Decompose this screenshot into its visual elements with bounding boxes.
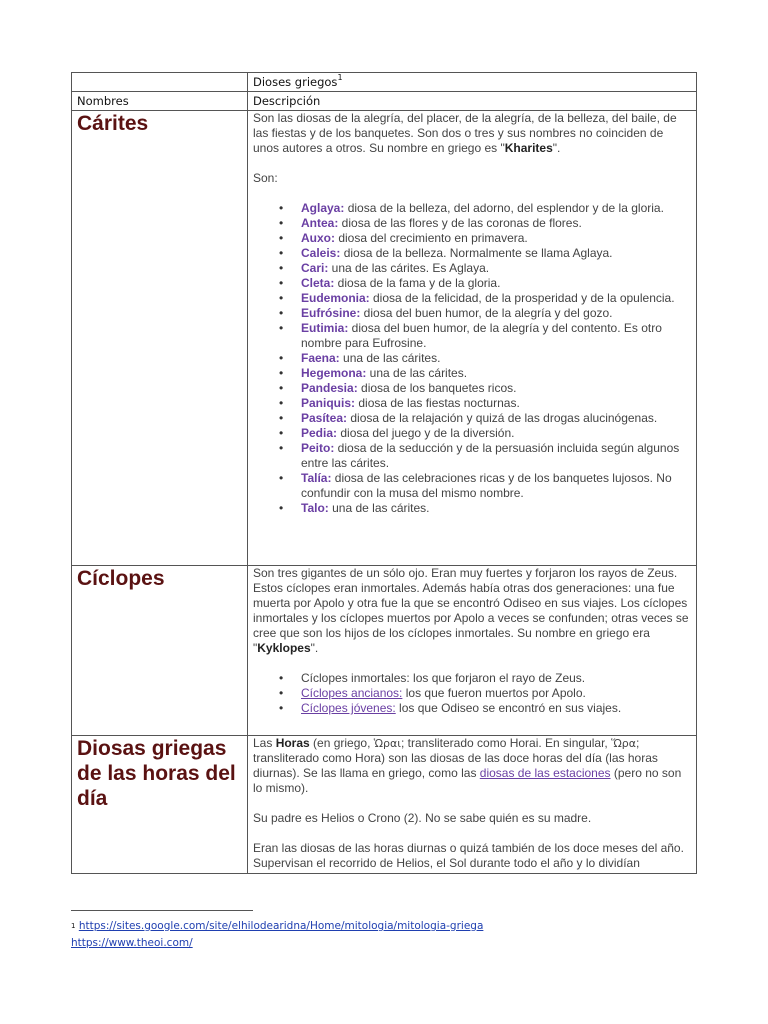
carites-intro: Son las diosas de la alegría, del placer, de la alegría, de la belleza, del baile, de las fiestas y de los banquetes. Son dos o tres y sus nombres no coinciden de unos autores a otros. Su nombre en griego es "Kharites". bbox=[253, 111, 677, 155]
carite-desc: una de las cárites. bbox=[328, 501, 430, 515]
list-item bbox=[301, 381, 691, 396]
list-item bbox=[301, 501, 691, 516]
carite-term: Cari: bbox=[301, 261, 329, 275]
list-item bbox=[301, 366, 691, 381]
list-item bbox=[301, 276, 691, 291]
list-item bbox=[301, 261, 691, 276]
carite-desc: diosa de la relajación y quizá de las drogas alucinógenas. bbox=[347, 411, 658, 425]
carite-term: Pasítea: bbox=[301, 411, 348, 425]
col-header-description: Descripción bbox=[248, 92, 697, 111]
list-item: • Cíclopes jóvenes: los que Odiseo se encontró en sus viajes. bbox=[301, 701, 691, 716]
list-item bbox=[301, 246, 691, 261]
carite-desc: diosa del buen humor, de la alegría y del contento. Es otro nombre para Eufrosine. bbox=[301, 321, 662, 350]
horas-paragraph-3: Eran las diosas de las horas diurnas o quizá también de los doce meses del año. Supervisan el recorrido de Helios, el Sol durante todo el año y lo dividían bbox=[253, 841, 684, 870]
table-title-row bbox=[72, 73, 697, 92]
carite-term: Cleta: bbox=[301, 276, 335, 290]
carite-term: Peito: bbox=[301, 441, 335, 455]
carite-desc: diosa de la fama y de la gloria. bbox=[334, 276, 501, 290]
list-item bbox=[301, 216, 691, 231]
carite-desc: diosa de las celebraciones ricas y de los banquetes lujosos. No confundir con la musa del mismo nombre. bbox=[301, 471, 672, 500]
list-item bbox=[301, 231, 691, 246]
list-item bbox=[301, 426, 691, 441]
footnote-link-theoi[interactable]: https://www.theoi.com/ bbox=[71, 937, 193, 949]
carite-desc: diosa del crecimiento en primavera. bbox=[335, 231, 528, 245]
carite-desc: diosa de la seducción y de la persuasión incluida según algunos entre las cárites. bbox=[301, 441, 680, 470]
carite-desc: una de las cárites. Es Aglaya. bbox=[328, 261, 490, 275]
carite-desc: diosa de la felicidad, de la prosperidad y de la opulencia. bbox=[369, 291, 675, 305]
footnote-1 bbox=[71, 919, 483, 934]
carite-desc: diosa de las fiestas nocturnas. bbox=[355, 396, 520, 410]
carites-list bbox=[253, 201, 691, 516]
carite-desc: diosa del juego y de la diversión. bbox=[337, 426, 515, 440]
list-item bbox=[301, 411, 691, 426]
row-name-horas: Diosas griegas de las horas del día bbox=[72, 736, 248, 874]
table-row bbox=[72, 111, 697, 566]
list-item bbox=[301, 306, 691, 321]
carite-term: Paniquis: bbox=[301, 396, 356, 410]
carite-desc: diosa de los banquetes ricos. bbox=[357, 381, 517, 395]
carite-term: Hegemona: bbox=[301, 366, 367, 380]
footnote-divider bbox=[71, 910, 253, 911]
col-header-names: Nombres bbox=[72, 92, 248, 111]
horas-term: Horas bbox=[275, 736, 310, 750]
ciclopes-list bbox=[253, 671, 691, 716]
diosas-estaciones-link[interactable]: diosas de las estaciones bbox=[479, 766, 611, 780]
horas-paragraph-2: Su padre es Helios o Crono (2). No se sabe quién es su madre. bbox=[253, 811, 592, 825]
list-item bbox=[301, 351, 691, 366]
row-name-ciclopes: Cíclopes bbox=[72, 566, 248, 736]
carite-term: Antea: bbox=[301, 216, 339, 230]
list-item bbox=[301, 471, 691, 501]
footnote-link-sites-google[interactable]: https://sites.google.com/site/elhilodearidna/Home/mitologia/mitologia-griega bbox=[78, 920, 484, 932]
carite-desc: diosa del buen humor, de la alegría y del gozo. bbox=[360, 306, 613, 320]
ciclopes-intro: Son tres gigantes de un sólo ojo. Eran muy fuertes y forjaron los rayos de Zeus. Estos cíclopes eran inmortales. Además había otras dos generaciones: una fue muerta por Apolo y otra fue la que se encontró Odiseo en sus viajes. Los cíclopes inmortales y los cíclopes muertos por Apolo a veces se confunden; otras veces se cree que son los hijos de los cíclopes inmortales. Su nombre en griego era "Kyklopes". bbox=[253, 566, 689, 655]
carite-term: Pandesia: bbox=[301, 381, 358, 395]
ciclopes-greek-name: Kyklopes bbox=[257, 641, 311, 655]
table-title bbox=[248, 73, 697, 92]
table-title-text: Dioses griegos bbox=[253, 75, 338, 89]
carite-desc: una de las cárites. bbox=[339, 351, 441, 365]
carite-term: Talía: bbox=[301, 471, 332, 485]
gods-table bbox=[71, 72, 697, 874]
row-desc-carites bbox=[248, 111, 697, 566]
carite-desc: diosa de la belleza, del adorno, del esplendor y de la gloria. bbox=[344, 201, 664, 215]
list-item bbox=[301, 201, 691, 216]
footnote-2 bbox=[71, 936, 193, 951]
carite-desc: diosa de las flores y de las coronas de flores. bbox=[338, 216, 582, 230]
footnote-number: 1 bbox=[71, 922, 76, 930]
ciclopes-ancianos-link[interactable]: Cíclopes ancianos: bbox=[301, 686, 403, 700]
row-name-carites: Cárites bbox=[72, 111, 248, 566]
carite-term: Caleis: bbox=[301, 246, 341, 260]
carite-term: Eudemonia: bbox=[301, 291, 370, 305]
carite-term: Auxo: bbox=[301, 231, 335, 245]
carite-term: Faena: bbox=[301, 351, 340, 365]
carite-term: Eufrósine: bbox=[301, 306, 361, 320]
carite-desc: diosa de la belleza. Normalmente se llama Aglaya. bbox=[340, 246, 613, 260]
carite-term: Eutimia: bbox=[301, 321, 349, 335]
table-row bbox=[72, 736, 697, 874]
carites-greek-name: Kharites bbox=[504, 141, 553, 155]
list-item bbox=[301, 291, 691, 306]
table-row bbox=[72, 566, 697, 736]
carites-son-label: Son: bbox=[253, 171, 278, 185]
list-item: • Cíclopes ancianos: los que fueron muertos por Apolo. bbox=[301, 686, 691, 701]
empty-header-cell bbox=[72, 73, 248, 92]
list-item bbox=[301, 321, 691, 351]
carite-term: Talo: bbox=[301, 501, 329, 515]
footnote-ref[interactable]: 1 bbox=[337, 73, 343, 82]
list-item bbox=[301, 441, 691, 471]
list-item bbox=[301, 396, 691, 411]
carite-desc: una de las cárites. bbox=[366, 366, 468, 380]
horas-paragraph-1: Las Horas (en griego, Ὡραι; transliterado como Horai. En singular, Ὥρα; transliterado como Hora) son las diosas de las doce horas del día (las horas diurnas). Se las llama en griego, como las diosas de las estaciones (pero no son lo mismo). bbox=[253, 736, 682, 795]
carite-term: Aglaya: bbox=[301, 201, 345, 215]
carite-term: Pedia: bbox=[301, 426, 338, 440]
column-header-row bbox=[72, 92, 697, 111]
ciclopes-jovenes-link[interactable]: Cíclopes jóvenes: bbox=[301, 701, 396, 715]
list-item: • Cíclopes inmortales: los que forjaron el rayo de Zeus. bbox=[301, 671, 691, 686]
row-desc-horas bbox=[248, 736, 697, 874]
row-desc-ciclopes bbox=[248, 566, 697, 736]
